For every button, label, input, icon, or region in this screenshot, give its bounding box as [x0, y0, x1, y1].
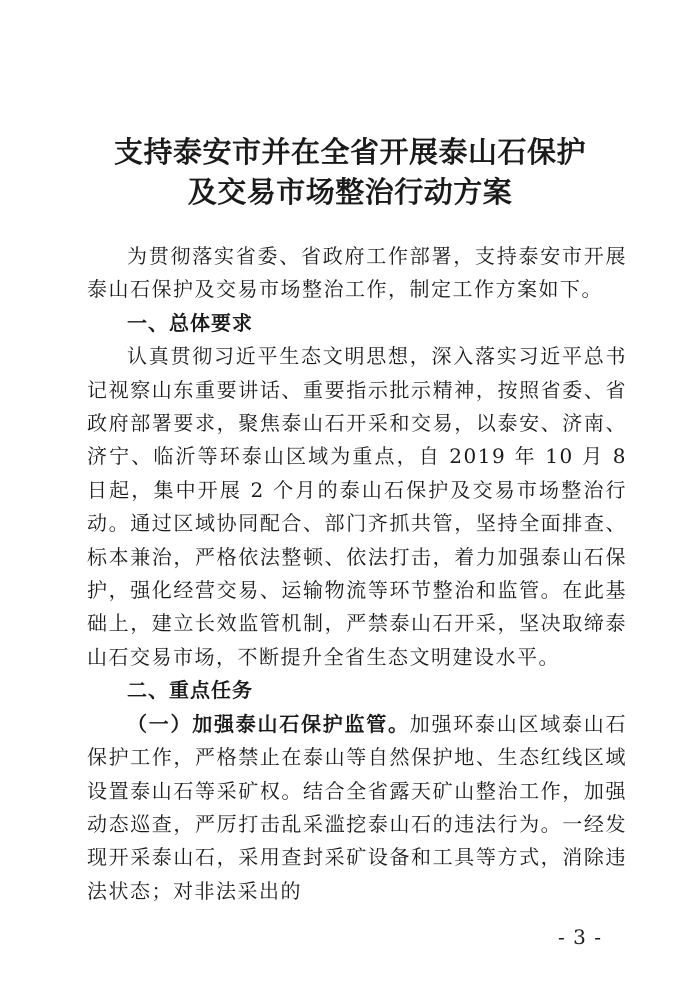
section1-heading: 一、总体要求 — [127, 310, 253, 335]
document-title-line2: 及交易市场整治行动方案 — [187, 175, 513, 209]
document-title-line1: 支持泰安市并在全省开展泰山石保护 — [113, 135, 586, 169]
section1-paragraph: 认真贯彻习近平生态文明思想，深入落实习近平总书记视察山东重要讲话、重要指示批示精神，按照省委、省政府部署要求，聚焦泰山石开采和交易，以泰安、济南、济宁、临沂等环泰山区域为重点，自 2019 年 10 月 8 日起，集中开展 2 个月的泰山石保护及交易市场整治行动。通过区域协同配合、部门齐抓共管，坚持全面排查、标本兼治，严格依法整顿、依法打击，着力加强泰山石保护，强化经营交易、运输物流等环节整治和监管。在此基础上，建立长效监管机制，严禁泰山石开采，坚决取缔泰山石交易市场，不断提升全省生态文明建设水平。 — [87, 344, 627, 669]
task1-body: 加强环泰山区域泰山石保护工作，严格禁止在泰山等自然保护地、生态红线区域设置泰山石等采矿权。结合全省露天矿山整治工作，加强动态巡查，严厉打击乱采滥挖泰山石的违法行为。一经发现开采泰山石，采用查封采矿设备和工具等方式，消除违法状态；对非法采出的 — [87, 711, 627, 903]
page-number: - 3 - — [558, 925, 602, 949]
task1-paragraph — [87, 708, 627, 908]
intro-paragraph: 为贯彻落实省委、省政府工作部署，支持泰安市开展泰山石保护及交易市场整治工作，制定工作方案如下。 — [87, 244, 627, 302]
section2-heading: 二、重点任务 — [127, 678, 253, 703]
document-body — [87, 240, 627, 908]
task1-title: （一）加强泰山石保护监管。 — [127, 711, 410, 736]
